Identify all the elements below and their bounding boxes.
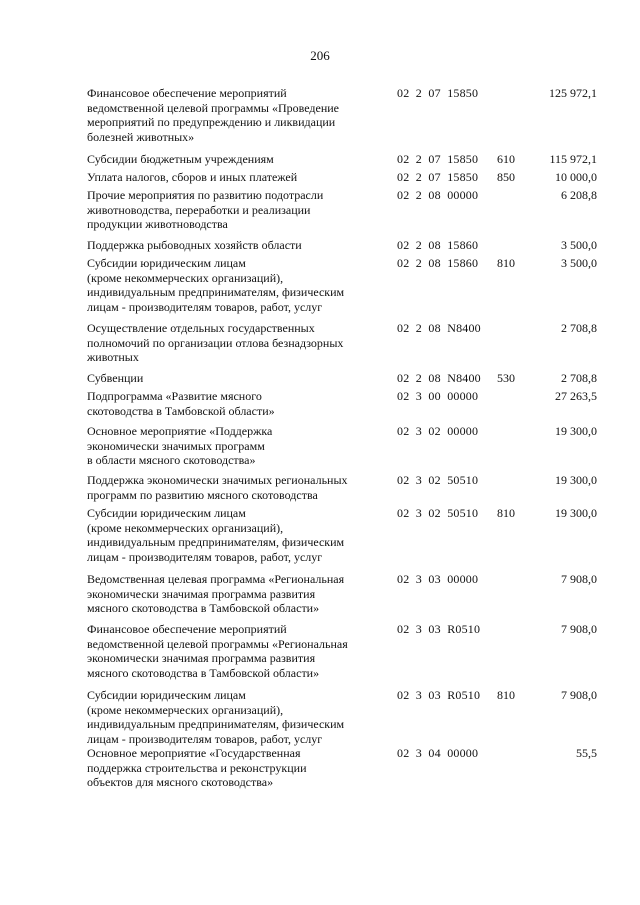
row-name: [87, 473, 387, 502]
row-code: 02 3 04 00000: [397, 746, 479, 760]
row-name-line: Субвенции: [87, 371, 144, 385]
row-code: 02 2 08 00000: [397, 188, 479, 202]
row-name-line: ведомственной целевой программы «Проведение: [87, 100, 340, 115]
row-name-line: Субсидии бюджетным учреждениям: [87, 152, 274, 166]
row-name-line: скотоводства в Тамбовской области»: [87, 403, 275, 418]
row-expense-type: 850: [497, 170, 515, 184]
row-name-line: животноводства, переработки и реализации: [87, 202, 311, 217]
row-name-line: Субсидии юридическим лицам: [87, 256, 246, 270]
row-code: 02 2 07 15850: [397, 170, 479, 184]
row-name-line: Уплата налогов, сборов и иных платежей: [87, 170, 298, 184]
row-code: 02 2 08 15860: [397, 256, 479, 270]
row-amount: 10 000,0: [555, 170, 597, 184]
row-name-line: полномочий по организации отлова безнадзорных: [87, 335, 344, 350]
row-amount: 7 908,0: [561, 688, 597, 702]
row-amount: 27 263,5: [555, 389, 597, 403]
row-code: 02 3 02 50510: [397, 506, 479, 520]
row-name: [87, 86, 387, 144]
row-code: 02 3 02 00000: [397, 424, 479, 438]
row-name: [87, 321, 387, 365]
row-name-line: мясного скотоводства в Тамбовской области»: [87, 665, 320, 680]
row-name-line: индивидуальным предпринимателям, физическим: [87, 285, 345, 299]
row-name-line: лицам - производителям товаров, работ, услуг: [87, 731, 323, 746]
row-name: [87, 256, 387, 314]
row-code: 02 2 08 N8400: [397, 371, 481, 385]
row-name-line: Ведомственная целевая программа «Региональная: [87, 572, 345, 586]
row-name-line: Основное мероприятие «Государственная: [87, 746, 301, 760]
row-name: [87, 424, 387, 468]
row-name-line: программ по развитию мясного скотоводства: [87, 487, 318, 502]
row-name-line: экономически значимая программа развития: [87, 651, 316, 665]
row-name: [87, 238, 387, 253]
row-name-line: болезней животных»: [87, 129, 195, 144]
row-name-line: в области мясного скотоводства»: [87, 453, 256, 467]
row-name-line: объектов для мясного скотоводства»: [87, 775, 274, 789]
row-name: [87, 389, 387, 418]
row-code: 02 2 07 15850: [397, 152, 479, 166]
row-name-line: индивидуальным предпринимателям, физическим: [87, 717, 345, 731]
row-code: 02 2 08 15860: [397, 238, 479, 252]
row-name: [87, 572, 387, 616]
row-expense-type: 530: [497, 371, 515, 385]
row-name: [87, 688, 387, 746]
row-code: 02 3 03 R0510: [397, 622, 481, 636]
row-name: [87, 188, 387, 232]
row-amount: 115 972,1: [549, 152, 597, 166]
row-name-line: Финансовое обеспечение мероприятий: [87, 622, 287, 636]
row-name-line: (кроме некоммерческих организаций),: [87, 270, 284, 285]
row-name: [87, 371, 387, 386]
row-name-line: Основное мероприятие «Поддержка: [87, 424, 273, 438]
row-amount: 7 908,0: [561, 572, 597, 586]
row-amount: 6 208,8: [561, 188, 597, 202]
row-amount: 3 500,0: [561, 238, 597, 252]
row-expense-type: 810: [497, 688, 515, 702]
row-name-line: поддержка строительства и реконструкции: [87, 760, 307, 775]
page-number: 206: [310, 48, 330, 63]
row-name-line: Подпрограмма «Развитие мясного: [87, 389, 262, 403]
row-code: 02 3 03 R0510: [397, 688, 481, 702]
row-code: 02 2 08 N8400: [397, 321, 481, 335]
row-code: 02 2 07 15850: [397, 86, 479, 100]
row-code: 02 3 03 00000: [397, 572, 479, 586]
row-name-line: Прочие мероприятия по развитию подотрасли: [87, 188, 324, 202]
row-expense-type: 610: [497, 152, 515, 166]
row-name-line: Финансовое обеспечение мероприятий: [87, 86, 287, 100]
row-name-line: Субсидии юридическим лицам: [87, 688, 246, 702]
row-name-line: животных: [87, 350, 139, 364]
row-expense-type: 810: [497, 256, 515, 270]
row-amount: 125 972,1: [549, 86, 597, 100]
row-name-line: Осуществление отдельных государственных: [87, 321, 315, 335]
row-expense-type: 810: [497, 506, 515, 520]
row-amount: 7 908,0: [561, 622, 597, 636]
row-name-line: индивидуальным предпринимателям, физическим: [87, 535, 345, 549]
row-name-line: Поддержка экономически значимых региональных: [87, 473, 348, 487]
row-name-line: экономически значимых программ: [87, 438, 265, 453]
row-name-line: лицам - производителям товаров, работ, услуг: [87, 299, 323, 314]
row-name-line: экономически значимая программа развития: [87, 586, 316, 601]
row-amount: 3 500,0: [561, 256, 597, 270]
row-amount: 2 708,8: [561, 371, 597, 385]
row-name-line: мероприятий по предупреждению и ликвидации: [87, 115, 336, 129]
row-name-line: лицам - производителям товаров, работ, услуг: [87, 549, 323, 564]
row-name-line: Поддержка рыбоводных хозяйств области: [87, 238, 302, 252]
row-name-line: ведомственной целевой программы «Региональная: [87, 636, 348, 651]
row-name-line: продукции животноводства: [87, 217, 228, 231]
row-code: 02 3 00 00000: [397, 389, 479, 403]
row-name-line: Субсидии юридическим лицам: [87, 506, 246, 520]
row-name: [87, 506, 387, 564]
row-name: [87, 622, 387, 680]
row-amount: 19 300,0: [555, 473, 597, 487]
row-amount: 55,5: [576, 746, 597, 760]
row-name: [87, 746, 387, 790]
row-name: [87, 170, 387, 185]
row-name-line: (кроме некоммерческих организаций),: [87, 702, 284, 717]
row-name: [87, 152, 387, 167]
row-name-line: (кроме некоммерческих организаций),: [87, 520, 284, 535]
row-amount: 19 300,0: [555, 424, 597, 438]
row-name-line: мясного скотоводства в Тамбовской области»: [87, 601, 320, 615]
row-amount: 19 300,0: [555, 506, 597, 520]
row-amount: 2 708,8: [561, 321, 597, 335]
row-code: 02 3 02 50510: [397, 473, 479, 487]
